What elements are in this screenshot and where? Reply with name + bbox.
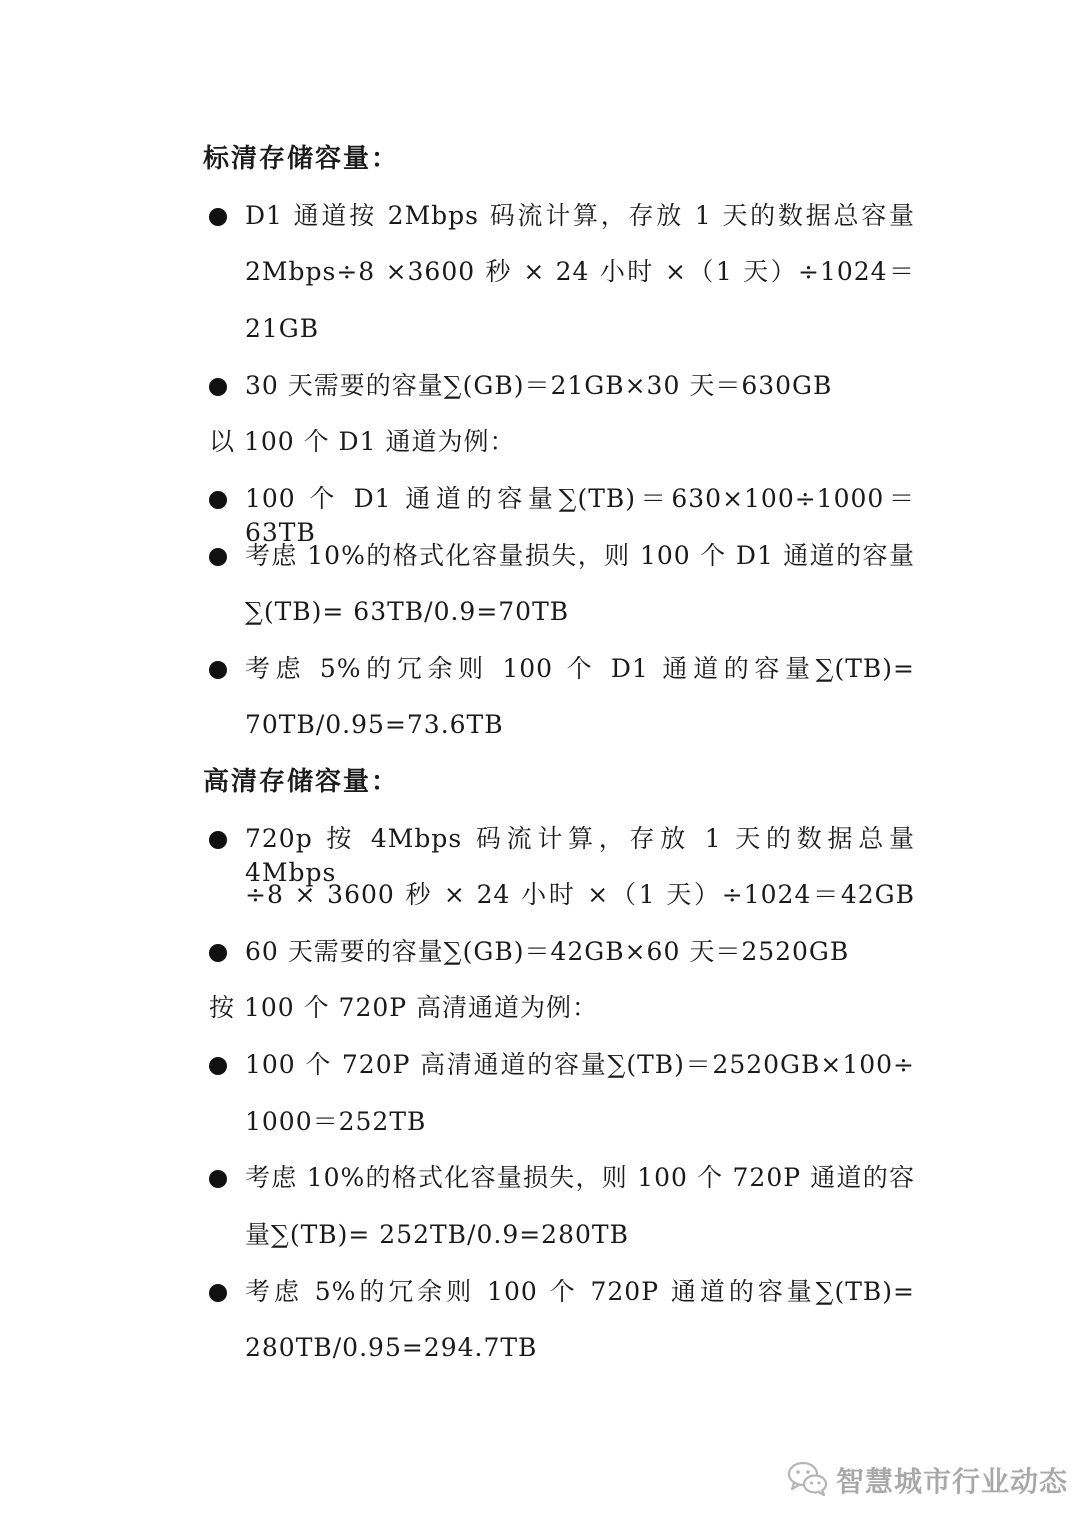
sd-item1-line2: 2Mbps÷8 ×3600 秒 × 24 小时 ×（1 天）÷1024＝ [245,257,915,286]
sd-item2-line1: 30 天需要的容量∑(GB)＝21GB×30 天＝630GB [245,371,833,400]
sd-example-item1-line1: 100 个 D1 通道的容量∑(TB)＝630×100÷1000＝63TB [245,484,915,547]
hd-example-item2-line2: 量∑(TB)= 252TB/0.9=280TB [245,1220,629,1249]
bullet [209,378,227,396]
watermark-text: 智慧城市行业动态 [836,1465,1069,1498]
sd-example-item2-line2: ∑(TB)= 63TB/0.9=70TB [245,597,570,626]
sd-item1-line1: D1 通道按 2Mbps 码流计算，存放 1 天的数据总容量 [245,201,915,230]
hd-item1-line1: 720p 按 4Mbps 码流计算，存放 1 天的数据总量 4Mbps [245,824,915,887]
sd-example-item2-line1: 考虑 10%的格式化容量损失，则 100 个 D1 通道的容量 [245,541,915,570]
hd-example-item3-line1: 考虑 5%的冗余则 100 个 720P 通道的容量∑(TB)= [245,1277,915,1306]
hd-example-item3-line2: 280TB/0.95=294.7TB [245,1333,538,1362]
sd-item1-line3: 21GB [245,314,320,343]
hd-example-intro: 按 100 个 720P 高清通道为例： [209,993,599,1022]
section-heading-sd: 标清存储容量： [203,144,400,174]
hd-example-item2-line1: 考虑 10%的格式化容量损失，则 100 个 720P 通道的容 [245,1163,915,1192]
bullet [209,831,227,849]
section-heading-hd: 高清存储容量： [203,767,400,797]
hd-item2-line1: 60 天需要的容量∑(GB)＝42GB×60 天＝2520GB [245,937,850,966]
sd-example-item3-line2: 70TB/0.95=73.6TB [245,710,504,739]
bullet [209,944,227,962]
hd-example-item1-line2: 1000＝252TB [245,1107,427,1136]
hd-example-item1-line1: 100 个 720P 高清通道的容量∑(TB)＝2520GB×100÷ [245,1050,915,1079]
bullet [209,1284,227,1302]
bullet [209,1170,227,1188]
bullet [209,1057,227,1075]
wechat-icon [786,1458,836,1502]
bullet [209,208,227,226]
sd-example-item3-line1: 考虑 5%的冗余则 100 个 D1 通道的容量∑(TB)= [245,654,915,683]
watermark [786,1458,1068,1502]
hd-item1-line2: ÷8 × 3600 秒 × 24 小时 ×（1 天）÷1024＝42GB [245,880,915,909]
bullet [209,661,227,679]
bullet [209,491,227,509]
bullet [209,548,227,566]
sd-example-intro: 以 100 个 D1 通道为例： [209,427,516,456]
